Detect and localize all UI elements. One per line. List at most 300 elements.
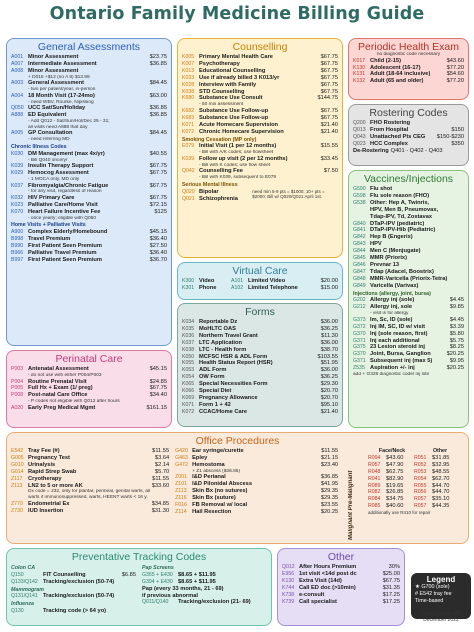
billing-code: A008	[11, 67, 24, 74]
code-row	[282, 592, 400, 599]
preventative-group-label: Mammogram	[11, 586, 44, 593]
preventative-groups	[11, 564, 136, 615]
code-row	[353, 338, 464, 345]
code-row	[142, 593, 267, 600]
billing-code: G005	[11, 454, 24, 461]
billing-description: Urinalysis	[28, 461, 56, 468]
billing-code: G212	[353, 304, 366, 311]
billing-code: B966	[11, 249, 24, 256]
billing-code: Z535	[353, 365, 365, 372]
billing-fee: $67.75	[320, 60, 338, 67]
legend-item-tray: # E542 tray fee	[415, 591, 452, 597]
office-mid-list	[175, 448, 338, 516]
billing-code: G841	[353, 227, 366, 234]
billing-fee: $36.40	[149, 249, 167, 256]
billing-description: Inj each additional	[370, 337, 420, 344]
billing-fee: $31.35	[382, 584, 400, 591]
billing-code: K065	[182, 381, 195, 388]
billing-fee: $36.00	[320, 339, 338, 346]
billing-fee: $67.75	[149, 170, 167, 177]
billing-code: K131	[353, 71, 366, 78]
preventative-group-label: Colon CA	[11, 565, 36, 571]
de-rostering-label: De-Rostering	[353, 147, 389, 154]
code-row	[353, 200, 464, 207]
code-row	[353, 78, 464, 85]
other-panel	[277, 548, 405, 626]
billing-description: Skin Bx (suture)	[192, 495, 236, 502]
general-assessments-list	[11, 54, 167, 143]
billing-code: K036	[182, 332, 195, 339]
code-row	[182, 402, 338, 409]
billing-code: K301	[182, 284, 195, 291]
code-row	[182, 143, 338, 150]
billing-description: DTaP-IPV-Hib (Pediatric)	[370, 227, 436, 234]
billing-description: Adult (18-64 inclusive)	[370, 71, 431, 78]
billing-code: G375	[353, 344, 366, 351]
billing-code: P005	[11, 385, 24, 392]
billing-fee: $54.60	[446, 71, 464, 78]
other-fee: $62.70	[432, 475, 450, 482]
virtual-mode: Video	[199, 278, 215, 284]
code-row	[353, 283, 464, 290]
malignant-row	[368, 489, 464, 496]
billing-code: K039	[182, 155, 195, 162]
malignant-row	[368, 476, 464, 483]
billing-description: I&D Perianal	[192, 474, 226, 481]
billing-code: G844	[353, 248, 366, 255]
billing-description: Educational Counselling	[199, 67, 266, 74]
code-row	[182, 326, 338, 333]
perinatal-title: Perinatal Care	[55, 353, 123, 365]
billing-description: Form 1 + 42	[199, 401, 231, 408]
code-row	[175, 481, 338, 488]
code-row	[353, 141, 464, 148]
malignant-label: Malignant Pre-Malignant	[348, 470, 355, 540]
repair-note: additionally use R410 for repair	[368, 510, 431, 516]
rostering-list	[353, 120, 464, 148]
code-row	[11, 462, 169, 469]
billing-code: Q131/Q141	[11, 593, 38, 600]
billing-fee: $67.75	[320, 74, 338, 81]
legend-item-time: Time-based	[415, 598, 444, 604]
preventative-panel	[6, 548, 272, 626]
row-note: + Z1 abscess ($36.85)	[192, 468, 241, 474]
legend-title: Legend	[426, 575, 456, 584]
code-row	[11, 68, 167, 75]
billing-fee: $29.30	[320, 381, 338, 388]
virtual-care-title: Virtual Care	[232, 265, 288, 277]
billing-description: Endometrial Ex	[28, 500, 70, 507]
face-fee: $26.85	[386, 489, 404, 496]
billing-fee: $36.85	[149, 105, 167, 112]
virtual-row	[182, 285, 338, 292]
malignant-table	[368, 455, 464, 510]
billing-fee: $63.00	[149, 92, 167, 99]
billing-code: A007	[11, 60, 24, 67]
billing-fee: $36.85	[320, 474, 339, 481]
billing-code: G849	[353, 282, 366, 289]
code-row	[182, 354, 338, 361]
billing-description: 18 Month Visit (17-24mo)	[28, 92, 95, 99]
code-row	[353, 241, 464, 248]
face-code: R041	[368, 475, 381, 482]
billing-code: G371	[353, 337, 366, 344]
billing-description: Tracking/exclusion (50-74)	[43, 578, 115, 585]
billing-description: Inj (sole reason, first)	[370, 330, 428, 337]
row-note: - two per patient/year, in-person	[28, 87, 96, 93]
billing-code: K072	[182, 128, 195, 135]
code-row	[175, 462, 338, 469]
code-row	[175, 448, 338, 455]
billing-code: A001	[11, 54, 24, 60]
billing-description: ADL Form	[199, 367, 227, 374]
code-row	[182, 68, 338, 75]
billing-fee: $51.95	[320, 360, 338, 367]
billing-fee: $3.64	[154, 454, 170, 461]
row-note: warts if immunosuppressed, warts, HEENT warts < 16 y.	[28, 495, 148, 501]
billing-code: K683	[182, 114, 195, 121]
billing-fee: $21.40	[320, 128, 338, 135]
billing-description: Hail Resection	[192, 508, 232, 515]
billing-fee: $150-$230	[436, 133, 464, 140]
author-credit	[409, 611, 473, 623]
billing-description: Psychotherapy	[199, 60, 240, 67]
code-row	[11, 202, 167, 209]
de-rostering-codes: Q401 - Q402 - Q403	[390, 147, 443, 154]
billing-fee: $67.75	[382, 577, 400, 584]
other-fee: $35.10	[432, 496, 450, 503]
billing-description: MCFSC HSR & ADL Form	[199, 353, 268, 360]
billing-code: P004	[11, 378, 24, 385]
billing-description: Tracking/exclusion (21- 69)	[178, 599, 251, 606]
billing-description: Unattached Pts CEG	[370, 133, 426, 140]
billing-code: K037	[182, 339, 195, 346]
billing-description: Complex Elderly/Homebound	[28, 229, 108, 236]
billing-description: Intermediate Assessment	[28, 60, 97, 67]
row-note: - 1 MOCA only, MD only	[28, 176, 80, 182]
billing-description: Inj IM, SC, ID w/ visit	[370, 323, 425, 330]
billing-fee: $20.25	[446, 351, 464, 358]
billing-description: LN2 to 5 or more AK	[28, 482, 83, 489]
billing-fee: $23.40	[320, 461, 339, 468]
billing-code: B997	[11, 256, 24, 263]
code-row	[282, 585, 400, 592]
billing-description: Tdap-IPV, Td, Zostavax	[370, 213, 433, 220]
billing-code: K017	[353, 57, 366, 64]
billing-description: Allergy inj (sole)	[370, 297, 415, 304]
virtual-limited: Limited Telephone	[248, 284, 298, 291]
billing-code: G590	[353, 186, 366, 192]
billing-code: K029	[11, 170, 24, 177]
code-row	[353, 304, 464, 311]
billing-code: G848	[353, 275, 366, 282]
billing-description: Pregnancy Test	[28, 454, 70, 461]
face-code: R094	[368, 454, 381, 461]
billing-code: A101	[231, 278, 244, 284]
billing-description: General Assessment	[28, 80, 85, 87]
code-row	[142, 599, 267, 606]
billing-code: K034	[182, 319, 195, 325]
malignant-row	[368, 503, 464, 510]
billing-description: First Patient Seen Premium	[28, 242, 102, 249]
code-row	[11, 236, 167, 243]
code-row	[182, 108, 338, 115]
billing-description: Minor Assessment	[28, 54, 79, 60]
billing-code: K038	[182, 346, 195, 353]
billing-description: Schizophrenia	[199, 195, 238, 202]
billing-fee: $67.75	[320, 81, 338, 88]
billing-code: K007	[182, 60, 195, 67]
billing-description: Tracking/exclusion (50-74)	[43, 593, 115, 600]
code-row	[353, 71, 464, 78]
vaccines-list	[353, 186, 464, 290]
code-row	[182, 189, 250, 196]
code-row	[11, 209, 167, 216]
billing-code: K039	[11, 163, 24, 170]
billing-description: Hep B (Engerix)	[370, 234, 413, 241]
billing-code: G845	[353, 255, 366, 262]
code-row	[182, 347, 338, 354]
billing-fee: $40.55	[149, 150, 167, 157]
billing-description: LTC Application	[199, 339, 242, 346]
other-fee: $32.95	[432, 461, 450, 468]
billing-code: Q021	[182, 195, 195, 202]
billing-fee: $5.75	[449, 337, 464, 344]
code-row	[11, 608, 136, 615]
billing-code: E542	[11, 448, 24, 454]
row-note: Dx code = 232, only for plantar, perineal, genital warts, all	[28, 489, 150, 495]
face-code: R085	[368, 503, 381, 510]
billing-fee: $77.20	[446, 78, 464, 85]
pap-screens-list	[142, 572, 267, 607]
code-row	[11, 163, 167, 170]
billing-description: Acute Homecare Supervision	[199, 121, 279, 128]
code-row	[353, 324, 464, 331]
billing-fee: $36.85	[149, 60, 167, 67]
billing-fee: $20.25	[320, 508, 339, 515]
counselling-list	[182, 54, 338, 136]
office-procedures-title: Office Procedures	[195, 435, 280, 447]
row-note: - visit is for allergy	[370, 311, 409, 317]
billing-code: A020	[11, 404, 24, 411]
billing-code: Z116	[175, 495, 187, 502]
billing-code: G014	[11, 468, 24, 475]
billing-code: K066	[182, 388, 195, 395]
general-assessments-title: General Assessments	[37, 41, 141, 53]
billing-code: K071	[182, 401, 195, 408]
code-row	[353, 120, 464, 127]
smoking-cessation-list	[182, 143, 338, 181]
billing-fee: $8.25	[449, 344, 464, 351]
billing-fee: $11.55	[152, 475, 170, 482]
periodic-health-sub: no diagnostic code necessary	[376, 52, 441, 57]
billing-fee: $9.95	[449, 358, 464, 365]
row-note: + D015 +$12 (no A 8) $13.99	[28, 74, 90, 80]
code-row	[282, 578, 400, 585]
other-code: R056	[414, 489, 427, 496]
billing-fee: $11.55	[152, 448, 170, 454]
billing-description: FB Removal w/ local	[192, 501, 248, 508]
code-row	[11, 105, 167, 112]
code-row	[175, 502, 338, 509]
other-code: R057	[414, 496, 427, 503]
row-note: all visits need A888 that day	[28, 124, 88, 130]
billing-fee: $77.20	[446, 64, 464, 71]
code-row	[353, 221, 464, 228]
billing-code: G846	[353, 261, 366, 268]
billing-code: K035	[182, 325, 195, 332]
row-note: - need referring MD	[28, 137, 70, 143]
billing-description: MMR-Varicella (Priorix-Tetra)	[370, 275, 448, 282]
billing-description: Other: Hep A, Twinrix,	[370, 199, 430, 206]
face-fee: $19.65	[386, 482, 404, 489]
forms-title: Forms	[245, 306, 275, 318]
billing-description: Allergy inj, sole	[370, 304, 413, 311]
billing-description: Tracking code (> 64 yo)	[43, 608, 107, 615]
billing-description: Minor Assessment	[28, 67, 79, 74]
home-visits-heading: Home Visits + Palliative Visits	[11, 222, 86, 229]
billing-fee: $67.75	[320, 107, 338, 114]
billing-fee: $67.75	[320, 88, 338, 95]
billing-description: Heart Failure Incentive Fee	[28, 208, 101, 215]
billing-fee: $67.75	[320, 54, 338, 60]
code-row	[353, 269, 464, 276]
billing-code: K069	[182, 394, 195, 401]
billing-fee: $36.25	[320, 374, 338, 381]
billing-fee: $34.40	[149, 392, 167, 399]
rostering-title: Rostering Codes	[369, 107, 448, 119]
billing-fee: $6.85	[121, 571, 136, 578]
billing-description: Northern Travel Grant	[199, 332, 258, 339]
billing-description: Child (2-15)	[370, 57, 401, 64]
face-code: R084	[368, 496, 381, 503]
code-row	[353, 234, 464, 241]
billing-code: K682	[182, 107, 195, 114]
billing-description: Counselling Fee	[199, 168, 243, 175]
billing-fee: $125	[154, 208, 167, 215]
billing-description: FHO Rostering	[370, 120, 411, 126]
virtual-limited: Limited Video	[248, 278, 286, 284]
code-row	[182, 319, 338, 326]
other-code: R054	[414, 475, 427, 482]
billing-code: K055	[182, 360, 195, 367]
billing-fee: $5.70	[154, 468, 170, 475]
code-row	[182, 129, 338, 136]
billing-code: P008	[11, 392, 24, 399]
billing-description: IUD Insertion	[28, 507, 64, 514]
billing-description: Adult (65 and older)	[370, 78, 424, 85]
code-row	[11, 469, 169, 476]
preventative-group-label: Influenza	[11, 601, 34, 608]
code-row	[11, 501, 169, 508]
billing-description: HCC Complex	[370, 140, 408, 147]
billing-description: Fibromyalgia/Chronic Fatigue	[28, 182, 109, 189]
code-row	[11, 448, 169, 455]
billing-description: e-consult	[299, 591, 325, 598]
billing-description: From Hospital	[370, 126, 409, 133]
billing-code: K053	[182, 367, 195, 374]
code-row	[175, 495, 338, 502]
code-row	[182, 156, 338, 163]
code-row	[353, 276, 464, 283]
billing-fee: $25.00	[382, 570, 400, 577]
billing-description: Interview with Family	[199, 81, 257, 88]
billing-description: Initial Visit (1 per 12 months)	[199, 143, 277, 150]
billing-fee: $24.85	[149, 378, 167, 385]
billing-description: GP Consultation	[28, 130, 73, 137]
billing-code: K070	[11, 208, 24, 215]
code-row	[353, 248, 464, 255]
other-code: R057	[414, 503, 427, 510]
code-row	[11, 405, 167, 412]
injections-list	[353, 297, 464, 372]
billing-code: P003	[11, 366, 24, 372]
billing-code: A900	[11, 229, 24, 236]
billing-description: Full Hx + Exam (1/ preg)	[28, 385, 93, 392]
billing-description: Health Status Report (HSR)	[199, 360, 273, 367]
page-title: Ontario Family Medicine Billing Guide	[49, 4, 425, 24]
billing-code: K130	[282, 577, 295, 584]
billing-fee: $20.00	[320, 278, 338, 284]
face-code: R089	[368, 482, 381, 489]
billing-code: K038	[182, 88, 195, 95]
billing-description: Antenatal Assessment	[28, 366, 89, 372]
code-row	[11, 112, 167, 119]
virtual-mode: Phone	[199, 284, 217, 291]
periodic-health-exam-title: Periodic Health Exam	[358, 41, 459, 53]
code-row	[11, 250, 167, 257]
code-row	[182, 122, 338, 129]
code-row	[11, 593, 136, 600]
billing-fee: $67.75	[149, 163, 167, 170]
code-row	[11, 130, 167, 137]
billing-fee: $21.15	[320, 454, 339, 461]
code-row	[182, 95, 338, 102]
code-row	[353, 365, 464, 372]
billing-fee: $29.35	[320, 495, 339, 502]
code-row	[11, 379, 167, 386]
code-row	[11, 508, 169, 515]
code-row	[175, 509, 338, 516]
billing-code: Q043	[353, 133, 366, 140]
billing-fee: $4.45	[449, 297, 464, 304]
billing-description: Skin Bx (no sutures)	[192, 488, 248, 495]
code-row	[182, 340, 338, 347]
billing-description: CCAC/Home Care	[199, 408, 248, 415]
code-row	[11, 385, 167, 392]
counselling-title: Counselling	[232, 41, 288, 53]
code-row	[11, 93, 167, 100]
billing-description: Ear syringe/curette	[192, 448, 244, 454]
billing-fee: 30%	[388, 564, 400, 570]
other-code: R051	[414, 454, 427, 461]
vaccines-title: Vaccines/Injections	[363, 173, 454, 185]
billing-description: STD Counselling	[199, 88, 245, 95]
billing-description: First Patient Seen Premium	[28, 256, 102, 263]
billing-fee: $21.40	[320, 121, 338, 128]
billing-code: G202	[353, 297, 366, 304]
code-row	[182, 115, 338, 122]
billing-fee: $31.30	[151, 507, 170, 514]
billing-code: K130	[353, 64, 366, 71]
billing-description: Hemostoma	[192, 461, 225, 468]
malignant-row	[368, 455, 464, 462]
billing-code: K033	[182, 74, 195, 81]
general-assessments-panel	[6, 38, 172, 346]
billing-fee: $11.55	[321, 448, 339, 454]
billing-description: Palliative Care/Home Visit	[28, 201, 98, 208]
billing-description: $8.65 + $11.95	[178, 571, 216, 578]
